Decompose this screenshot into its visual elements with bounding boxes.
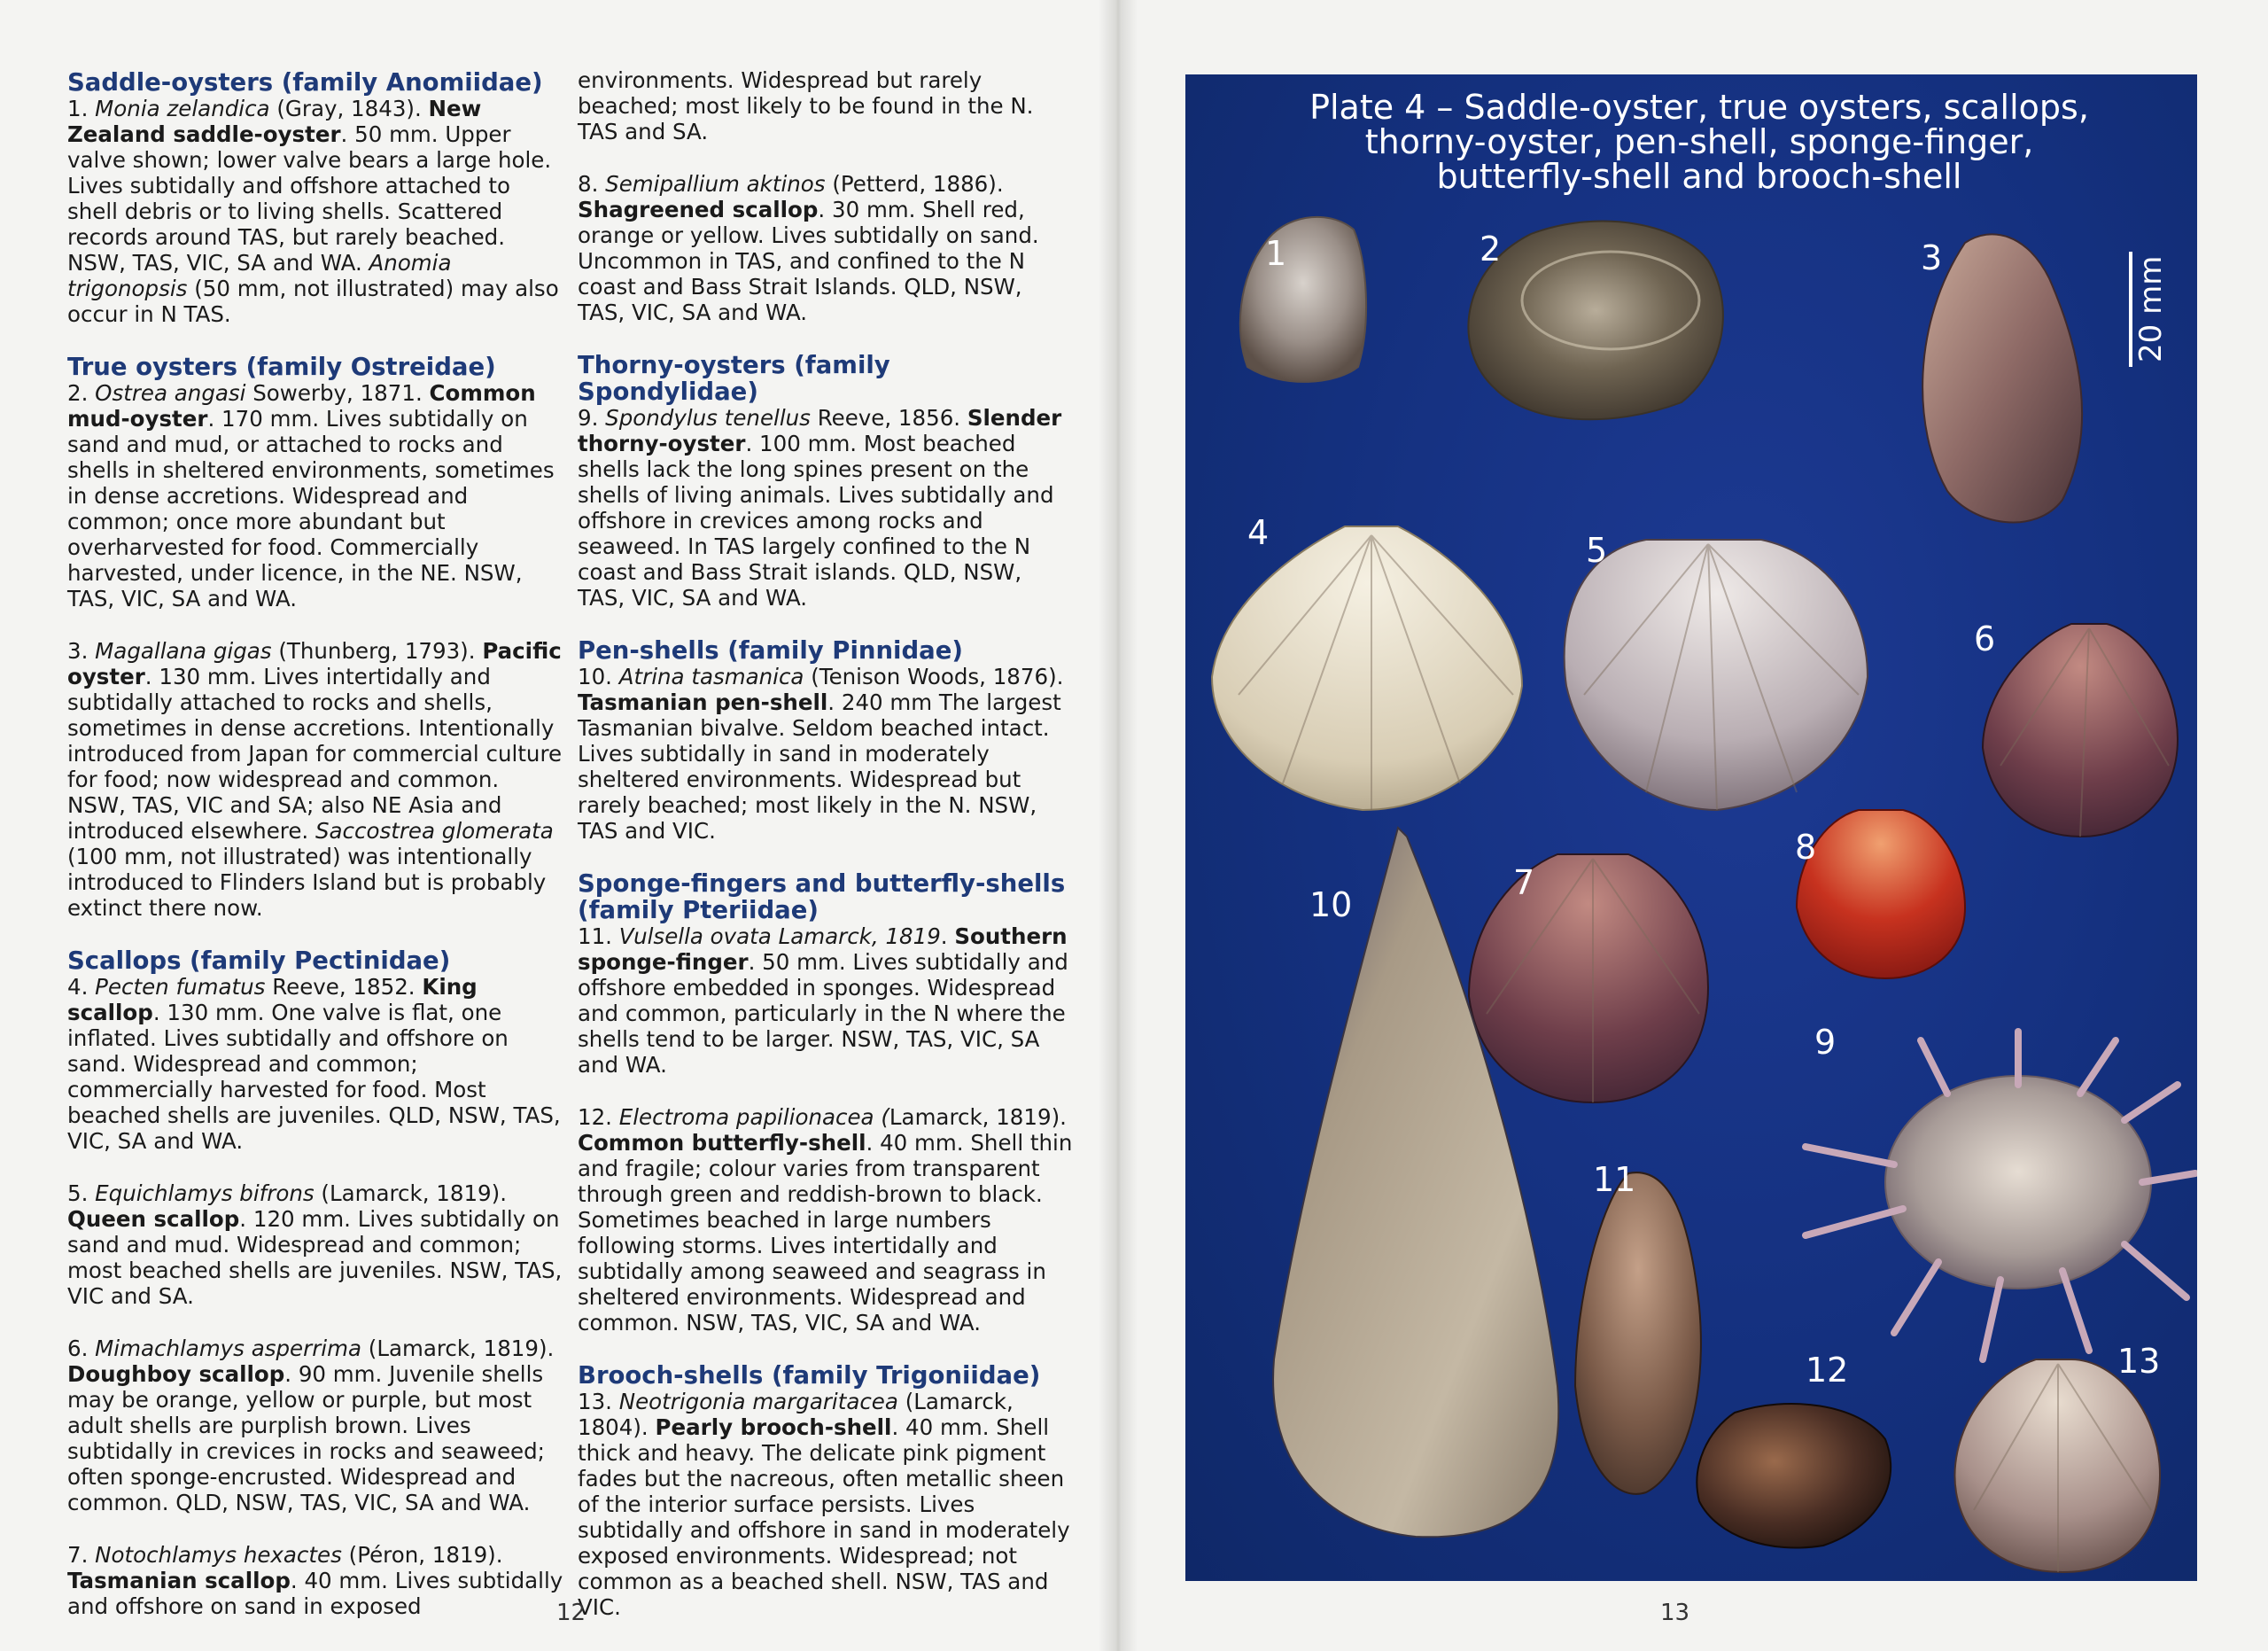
scientific-name: Anomia trigonopsis [67,250,452,301]
entry-4 [67,974,563,1154]
authority: (Tenison Woods, 1876). [804,664,1064,689]
entry-number: 5. [67,1180,96,1206]
entry-text: . 130 mm. One valve is flat, one inflated. Lives subtidally and offshore on sand. Widespread and common; commercially harvested for food. Most beached shells are juveniles. QLD, NSW, TAS, VIC, SA and WA. [67,1000,561,1154]
plate-title-line: thorny-oyster, pen-shell, sponge-finger, [1364,122,2034,161]
scientific-name: Equichlamys bifrons [95,1180,315,1206]
shell-11-sponge-finger [1575,1172,1701,1494]
entry-text: . 170 mm. Lives subtidally on sand and mud, or attached to rocks and shells in sheltered environments, sometimes in dense accretions. Widespread and common; once more abundant but overharvested for food. Commercially harvested, under licence, in the NE. NSW, TAS, VIC, SA and WA. [67,406,555,611]
scientific-name: Ostrea angasi [95,380,246,406]
shell-2-mud-oyster [1468,222,1722,420]
entry-8 [578,171,1074,325]
authority: Lamarck, 1819). [889,1104,1067,1130]
shell-4-king-scallop [1212,526,1522,810]
plate-number-5: 5 [1586,531,1608,570]
entry-7-continued: environments. Widespread but rarely beached; most likely to be found in the N. TAS and SA. [578,67,1034,144]
entry-number: 11. [578,923,619,949]
plate-title [1256,90,2142,194]
section-heading-sponge-fingers [578,870,1074,923]
scale-bar [2129,252,2132,367]
entry-13 [578,1389,1074,1620]
entry-number: 6. [67,1336,96,1361]
plate-number-11: 11 [1593,1160,1636,1199]
entry-text: . 50 mm. Lives subtidally and offshore embedded in sponges. Widespread and common, particularly in the N where the shells tend to be larger. NSW, TAS, VIC, SA and WA. [578,949,1068,1078]
entry-12 [578,1104,1074,1336]
authority: (Lamarck, 1819). [314,1180,507,1206]
entry-1 [67,96,563,327]
entry-number: 12. [578,1104,619,1130]
entry-number: 1. [67,96,96,121]
common-name: Doughboy scallop [67,1361,285,1387]
entry-text: . 240 mm The largest Tasmanian bivalve. Seldom beached intact. Lives subtidally in sand in moderately sheltered environments. Widespread but rarely beached; most likely in the N. NSW, TAS and VIC. [578,689,1061,844]
plate-number-9: 9 [1814,1023,1837,1062]
scientific-name: Spondylus tenellus [605,405,811,431]
plate-title-line: Plate 4 – Saddle-oyster, true oysters, scallops, [1309,88,2089,127]
entry-9 [578,405,1074,611]
entry-10 [578,664,1074,844]
entry-text: (100 mm, not illustrated) was intentionally introduced to Flinders Island but is probably extinct there now. [67,844,547,921]
section-heading-true-oysters: True oysters (family Ostreidae) [67,353,496,381]
authority: (Petterd, 1886). [825,171,1004,197]
scientific-name: Magallana gigas [95,638,272,664]
plate-number-2: 2 [1480,230,1502,269]
section-heading-pen-shells: Pen-shells (family Pinnidae) [578,636,963,665]
scale-label: 20 mm [2133,255,2169,363]
heading-line: Sponge-fingers and butterfly-shells [578,869,1066,898]
entry-5 [67,1180,563,1309]
common-name: New Zealand saddle-oyster [67,96,482,147]
plate-number-7: 7 [1513,863,1535,902]
shell-9-thorny-oyster [1806,1032,2195,1359]
entry-text: (50 mm, not illustrated) may also occur in N TAS. [67,276,559,327]
plate-number-6: 6 [1974,619,1996,658]
common-name: Tasmanian pen-shell [578,689,828,715]
section-heading-brooch-shells: Brooch-shells (family Trigoniidae) [578,1361,1041,1390]
shell-8-shagreened-scallop [1797,810,1965,978]
entry-number: 10. [578,664,619,689]
scientific-name: Atrina tasmanica [618,664,804,689]
common-name: Queen scallop [67,1206,240,1232]
common-name: Shagreened scallop [578,197,819,222]
shell-7-tasmanian-scallop [1469,854,1708,1102]
entry-2 [67,380,563,611]
section-heading-saddle-oysters: Saddle-oysters (family Anomiidae) [67,68,543,97]
entry-number: 2. [67,380,96,406]
entry-number: 9. [578,405,606,431]
plate-title-line: butterfly-shell and brooch-shell [1436,157,1962,196]
page-number-left: 12 [556,1600,586,1626]
entry-text: . 40 mm. Lives subtidally and offshore on sand in exposed [67,1568,563,1619]
scientific-name: Notochlamys hexactes [95,1542,342,1568]
scientific-name: Mimachlamys asperrima [95,1336,361,1361]
section-heading-scallops: Scallops (family Pectinidae) [67,946,451,975]
common-name: Southern sponge-finger [578,923,1068,975]
authority: (Gray, 1843). [269,96,429,121]
entry-number: 13. [578,1389,619,1414]
scientific-name: Neotrigonia margaritacea [618,1389,898,1414]
shell-12-butterfly-shell [1697,1404,1891,1548]
page-number-right: 13 [1660,1600,1690,1626]
scientific-name: Electroma papilionacea ( [618,1104,889,1130]
entry-text: . 130 mm. Lives intertidally and subtidally attached to rocks and shells, sometimes in dense accretions. Intentionally introduced from Japan for commercial culture for food; now widespread and common. NSW, TAS, VIC and SA; also NE Asia and introduced elsewhere. [67,664,563,844]
plate-number-12: 12 [1806,1351,1849,1390]
shell-3-pacific-oyster [1922,234,2082,522]
plate-number-13: 13 [2117,1342,2161,1381]
entry-number: 8. [578,171,606,197]
entry-number: 7. [67,1542,96,1568]
entry-6 [67,1336,563,1515]
scientific-name: Vulsella ovata Lamarck, 1819 [618,923,941,949]
authority: Reeve, 1852. [265,974,423,1000]
common-name: Common mud-oyster [67,380,536,432]
entry-3 [67,638,563,921]
authority: Reeve, 1856. [810,405,967,431]
common-name: King scallop [67,974,478,1025]
entry-text: . 40 mm. Shell thick and heavy. The delicate pink pigment fades but the nacreous, often metallic sheen of the interior surface persists. Lives subtidally and offshore in sand in moderately exposed environments. Widespread; not common as a beached shell. NSW, TAS and VIC. [578,1414,1070,1620]
plate-number-4: 4 [1247,513,1270,552]
common-name: Slender thorny-oyster [578,405,1062,456]
common-name: Common butterfly-shell [578,1130,866,1156]
authority: (Lamarck, 1804). [578,1389,1014,1440]
scientific-name: Semipallium aktinos [605,171,826,197]
heading-line: (family Pteriidae) [578,896,819,924]
entry-text: . 50 mm. Upper valve shown; lower valve bears a large hole. Lives subtidally and offshore attached to shell debris or to living shells. Scattered records around TAS, but rarely beached. NSW, TAS, VIC, SA and WA. [67,121,552,276]
common-name: Pacific oyster [67,638,562,689]
scientific-name: Monia zelandica [95,96,270,121]
entry-7 [67,1542,563,1619]
entry-text: . 30 mm. Shell red, orange or yellow. Lives subtidally on sand. Uncommon in TAS, and confined to the N coast and Bass Strait Islands. QLD, NSW, TAS, VIC, SA and WA. [578,197,1039,325]
text-column-left [67,64,563,1646]
shell-illustrations [1185,74,2197,1581]
authority: (Péron, 1819). [341,1542,503,1568]
scientific-name: Saccostrea glomerata [315,818,554,844]
section-heading-thorny-oysters: Thorny-oysters (family Spondylidae) [578,351,890,406]
text-column-right [578,67,1074,1647]
entry-text: . 100 mm. Most beached shells lack the long spines present on the shells of living animals. Lives subtidally and offshore in crevices among rocks and seaweed. In TAS largely confined to the N coast and Bass Strait islands. QLD, NSW, TAS, VIC, SA and WA. [578,431,1054,611]
entry-number: 4. [67,974,96,1000]
plate-number-10: 10 [1309,885,1353,924]
scientific-name: Pecten fumatus [95,974,266,1000]
plate-number-1: 1 [1265,234,1287,273]
authority: Sowerby, 1871. [245,380,430,406]
authority: (Lamarck, 1819). [361,1336,555,1361]
shell-plate [1185,74,2197,1581]
entry-text: . 40 mm. Shell thin and fragile; colour varies from transparent through green and reddish-brown to black. Sometimes beached in large numbers following storms. Lives intertidally and subtidally among seaweed and seagrass in sheltered environments. Widespread and common. NSW, TAS, VIC, SA and WA. [578,1130,1073,1336]
plate-number-3: 3 [1921,238,1943,277]
authority: . [940,923,955,949]
entry-text: . 90 mm. Juvenile shells may be orange, yellow or purple, but most adult shells are purplish brown. Lives subtidally in crevices in rocks and seaweed; often sponge-encrusted. Widespread and common. QLD, NSW, TAS, VIC, SA and WA. [67,1361,545,1515]
entry-text: . 120 mm. Lives subtidally on sand and mud. Widespread and common; most beached shells are juveniles. NSW, TAS, VIC and SA. [67,1206,563,1309]
entry-number: 3. [67,638,96,664]
book-gutter [1099,0,1138,1651]
plate-number-8: 8 [1795,828,1817,867]
entry-11 [578,923,1074,1078]
shell-1-saddle-oyster [1240,217,1366,382]
common-name: Tasmanian scallop [67,1568,291,1593]
common-name: Pearly brooch-shell [655,1414,892,1440]
authority: (Thunberg, 1793). [271,638,483,664]
